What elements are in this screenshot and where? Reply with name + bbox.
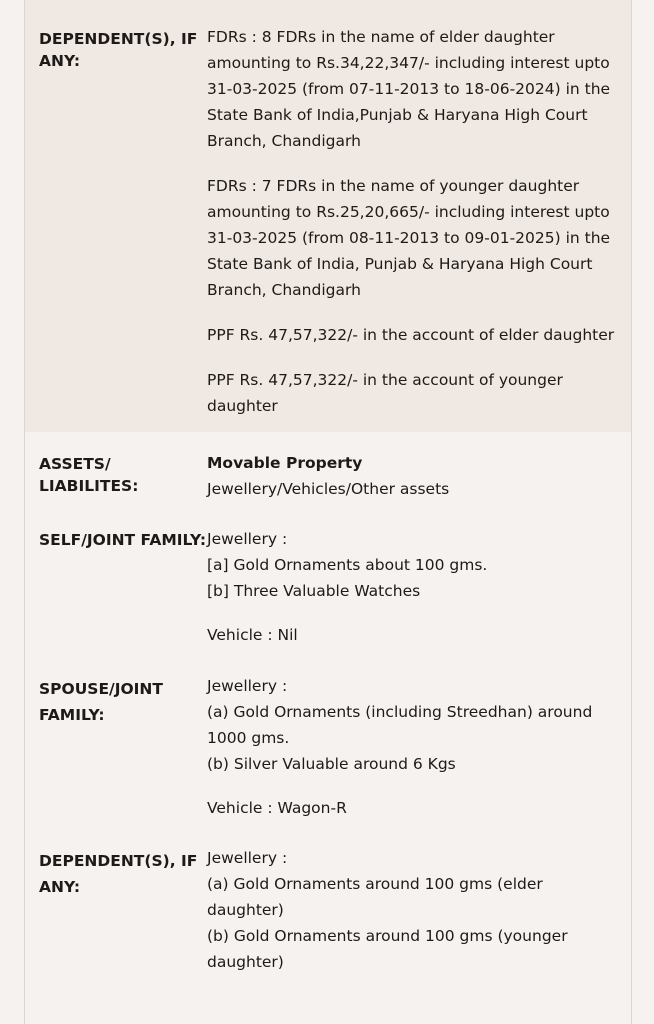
ppf-younger-daughter: PPF Rs. 47,57,322/- in the account of younger daughter bbox=[207, 371, 563, 415]
vehicle-value: Vehicle : Nil bbox=[207, 626, 298, 644]
row-value bbox=[207, 526, 617, 648]
table-row-self-joint-family bbox=[25, 502, 631, 648]
movable-property-heading: Movable Property bbox=[207, 454, 363, 472]
jewellery-item: [b] Three Valuable Watches bbox=[207, 582, 421, 600]
row-label: DEPENDENT(S), IF ANY: bbox=[39, 30, 198, 70]
jewellery-item: (a) Gold Ornaments around 100 gms (elder daughter) bbox=[207, 875, 543, 919]
row-value bbox=[207, 450, 617, 502]
row-value bbox=[207, 845, 617, 975]
row-value bbox=[207, 673, 617, 821]
table-row-dependents-deposits bbox=[25, 0, 631, 432]
row-label: ASSETS/ LIABILITES: bbox=[39, 455, 139, 495]
table-row-assets-liabilities bbox=[25, 432, 631, 502]
vehicle-value: Vehicle : Wagon-R bbox=[207, 799, 347, 817]
jewellery-title: Jewellery : bbox=[207, 677, 288, 695]
table-row-dependents-jewellery bbox=[25, 821, 631, 975]
jewellery-item: (b) Gold Ornaments around 100 gms (younger daughter) bbox=[207, 927, 568, 971]
ppf-elder-daughter: PPF Rs. 47,57,322/- in the account of elder daughter bbox=[207, 326, 615, 344]
fdr-elder-daughter: FDRs : 8 FDRs in the name of elder daughter amounting to Rs.34,22,347/- including interest upto 31-03-2025 (from 07-11-2013 to 18-06-2024) in the State Bank of India,Punjab & Haryana High Court Branch, Chandigarh bbox=[207, 28, 611, 150]
affidavit-table bbox=[25, 0, 631, 975]
table-row-spouse-joint-family bbox=[25, 648, 631, 821]
jewellery-title: Jewellery : bbox=[207, 849, 288, 867]
fdr-younger-daughter: FDRs : 7 FDRs in the name of younger daughter amounting to Rs.25,20,665/- including interest upto 31-03-2025 (from 08-11-2013 to 09-01-2025) in the State Bank of India, Punjab & Haryana High Court Branch, Chandigarh bbox=[207, 177, 611, 299]
movable-property-categories: Jewellery/Vehicles/Other assets bbox=[207, 480, 450, 498]
jewellery-title: Jewellery : bbox=[207, 530, 288, 548]
jewellery-item: [a] Gold Ornaments about 100 gms. bbox=[207, 556, 488, 574]
jewellery-item: (a) Gold Ornaments (including Streedhan) around 1000 gms. bbox=[207, 703, 593, 747]
row-label: SELF/JOINT FAMILY: bbox=[39, 531, 207, 549]
right-border bbox=[631, 0, 632, 1024]
row-label: SPOUSE/JOINT FAMILY: bbox=[39, 680, 163, 724]
row-value bbox=[207, 24, 617, 419]
row-label: DEPENDENT(S), IF ANY: bbox=[39, 852, 198, 896]
jewellery-item: (b) Silver Valuable around 6 Kgs bbox=[207, 755, 456, 773]
